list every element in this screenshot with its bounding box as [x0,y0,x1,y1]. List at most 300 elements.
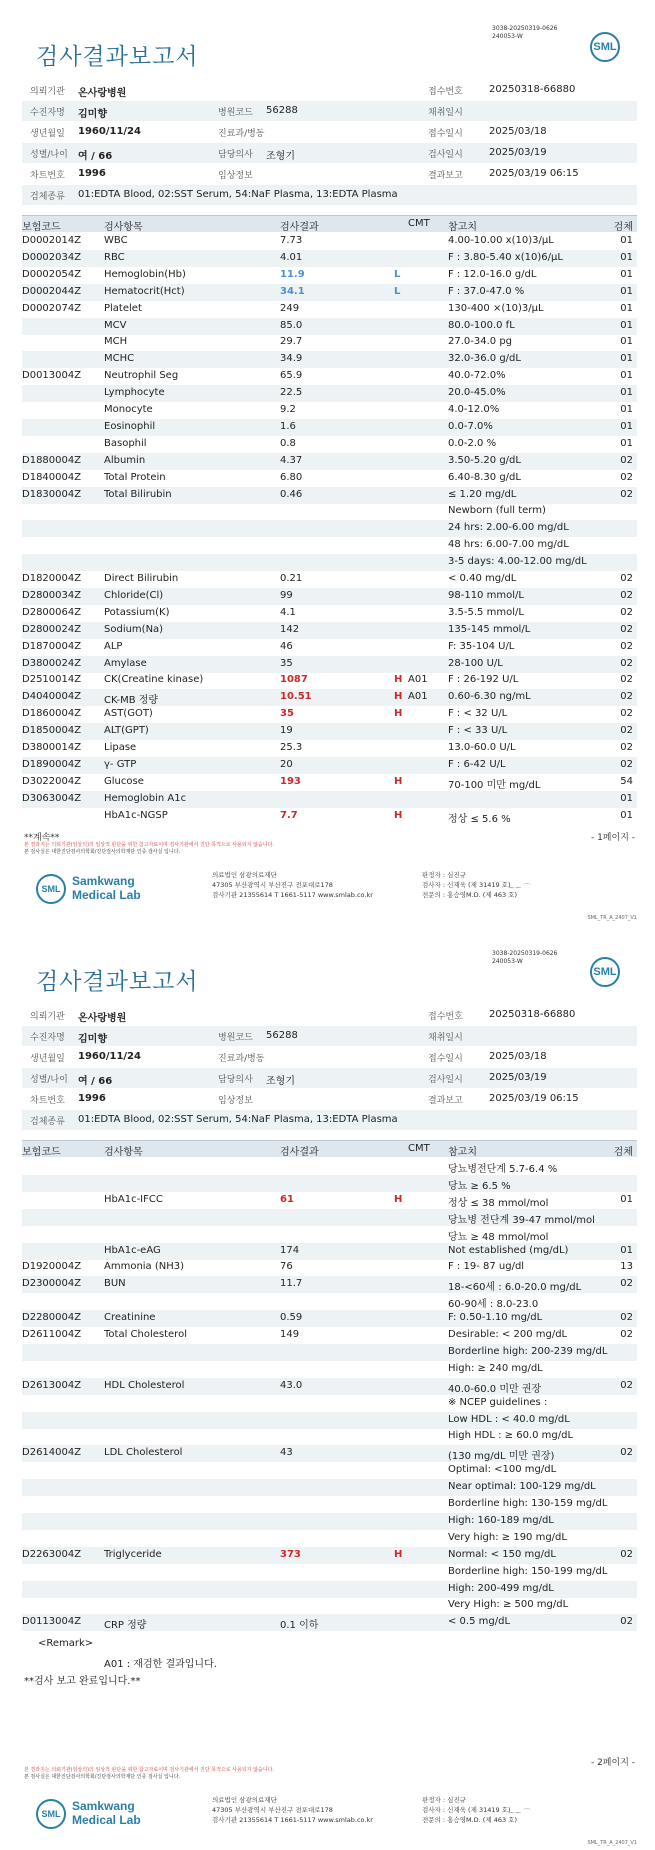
table-row [22,639,637,656]
row-test-name: Total Bilirubin [104,488,172,500]
table-row [22,368,637,385]
test-date-value: 2025/03/19 [489,1072,547,1083]
samkwang-logo-icon: SML [36,1799,66,1829]
header-row-institution [22,80,637,100]
hospital-code-label: 병원코드 [218,1033,253,1043]
row-specimen: 02 [620,640,633,652]
row-specimen: 02 [620,573,633,584]
row-reference: 당뇨 ≥ 48 mmol/mol [448,1231,549,1243]
row-code: D3800024Z [22,657,82,669]
report-footer [22,1793,637,1843]
table-row [22,1175,637,1192]
dob-value: 1960/11/24 [78,126,141,137]
signatories [422,1795,517,1825]
row-code: D0002034Z [22,251,82,263]
table-row [22,1158,637,1175]
row-test-name: Potassium(K) [104,606,170,618]
row-reference: Borderline high: 130-159 mg/dL [448,1498,608,1509]
results-table-header [22,1140,637,1157]
table-row [22,1597,637,1614]
form-version: SML_TR_A_2407_V1 [587,1840,637,1846]
row-specimen: 02 [620,471,633,483]
row-test-name: Eosinophil [104,420,156,432]
collect-label: 채취일시 [428,1033,463,1043]
note-line1: 본 결과지는 의뢰기관(임상의)의 임상적 판단을 위한 참고자료이며 검사기관에서 진단 목적으로 사용되지 않습니다. [24,1767,274,1773]
table-row [22,791,637,808]
row-test-name: Lipase [104,742,137,753]
row-code: D1920004Z [22,1261,82,1273]
row-result: 4.1 [280,606,296,618]
table-row [22,1395,637,1412]
table-row [22,402,637,419]
row-result: 0.1 이하 [280,1620,319,1632]
note-line1: 본 결과지는 의뢰기관(임상의)의 임상적 판단을 위한 참고자료이며 검사기관에서 진단 목적으로 사용되지 않습니다. [24,842,274,848]
document-id [492,25,557,41]
row-specimen: 01 [620,404,633,415]
table-row [22,605,637,622]
sex-age-value: 여 / 66 [78,1076,113,1087]
row-specimen: 01 [620,285,633,297]
row-code: D0002014Z [22,235,82,246]
row-result: 142 [280,623,300,635]
row-reference: Newborn (full term) [448,505,546,517]
document-id-line2: 240053-W [492,958,523,965]
row-code: D1830004Z [22,488,82,500]
col-cmt: CMT [408,218,430,229]
row-specimen: 02 [620,1312,633,1324]
row-code: D1860004Z [22,708,82,720]
table-row [22,1445,637,1462]
row-reference: Borderline high: 200-239 mg/dL [448,1345,608,1357]
sex-age-label: 성별/나이 [30,150,68,160]
note-line2: 본 검사실은 대한진단검사의학회/진단검사의학재단 인증 검사실 입니다. [24,1774,181,1780]
table-row [22,588,637,605]
row-result: 0.59 [280,1312,303,1324]
sml-logo-icon: SML [590,957,620,987]
dob-value: 1960/11/24 [78,1051,141,1062]
row-test-name: CK(Creatine kinase) [104,674,204,686]
row-reference: ≤ 1.20 mg/dL [448,488,517,500]
signatory-checker: 검사자 : 신재욱 (제 31419 호) [422,1806,511,1814]
patient-value: 김미향 [78,1034,107,1045]
row-reference: ※ NCEP guidelines : [448,1396,548,1408]
row-result: 43 [280,1447,293,1459]
signatory-manager: 판정자 : 심진규 [422,871,466,879]
table-row [22,723,637,740]
header-row-institution [22,1005,637,1025]
test-date-label: 검사일시 [428,1075,463,1085]
remark-title: <Remark> [38,1638,94,1649]
row-reference: F : 19- 87 ug/dl [448,1261,525,1273]
row-reference: Very high: ≥ 190 mg/dL [448,1531,567,1543]
chart-label: 차트번호 [30,1096,65,1106]
table-row [22,284,637,301]
table-row [22,520,637,537]
row-reference: Very High: ≥ 500 mg/dL [448,1599,569,1611]
row-comment: A01 [408,691,428,703]
row-test-name: Direct Bilirubin [104,573,179,584]
row-reference: High: 200-499 mg/dL [448,1582,554,1594]
row-specimen: 01 [620,809,633,821]
row-flag: L [394,285,401,297]
header-row-dob [22,1047,637,1067]
row-specimen: 01 [620,319,633,331]
row-reference: (130 mg/dL 미만 권장) [448,1451,555,1463]
row-result: 249 [280,302,300,314]
header-row-sex-age [22,143,637,163]
brand-line1: Samkwang [72,874,135,888]
table-row [22,233,637,250]
row-result: 193 [280,775,301,787]
row-result: 11.7 [280,1278,303,1290]
row-code: D2263004Z [22,1548,82,1560]
report-notes [24,842,274,856]
specimen-label: 검체종류 [30,1117,65,1127]
table-row [22,436,637,453]
table-row [22,1276,637,1293]
signature-mark: ~∽⌒ [508,1808,530,1817]
row-result: 4.01 [280,251,303,263]
lab-info [212,870,373,900]
table-row [22,808,637,825]
table-row [22,1293,637,1310]
row-reference: F : 6-42 U/L [448,758,506,770]
table-row [22,757,637,774]
document-id [492,950,557,966]
table-row [22,385,637,402]
row-code: D2614004Z [22,1447,82,1459]
row-reference: 6.40-8.30 g/dL [448,471,521,483]
row-specimen: 02 [620,674,633,686]
doctor-value: 조형기 [266,1076,295,1087]
table-row [22,689,637,706]
row-test-name: Total Cholesterol [104,1329,187,1340]
row-test-name: Neutrophil Seg [104,370,179,382]
row-test-name: HbA1c-NGSP [104,809,168,821]
row-flag: H [394,1193,403,1205]
signatory-checker: 검사자 : 신재욱 (제 31419 호) [422,881,511,889]
report-footer [22,868,637,918]
lab-contact: 검사기관 21355614 T 1661-5117 www.smlab.co.kr [212,891,373,899]
doctor-label: 담당의사 [218,1075,253,1085]
dept-label: 진료과/병동 [218,129,265,139]
row-specimen: 02 [620,742,633,753]
row-reference: Not established (mg/dL) [448,1244,569,1256]
dob-label: 생년월일 [30,1054,65,1064]
table-row [22,1344,637,1361]
form-version: SML_TR_A_2407_V1 [587,915,637,921]
row-specimen: 01 [620,420,633,432]
col-code: 보험코드 [22,1147,61,1158]
row-reference: 3-5 days: 4.00-12.00 mg/dL [448,556,587,568]
row-specimen: 01 [620,353,633,365]
sml-logo-icon: SML [590,32,620,62]
row-test-name: AST(GOT) [104,708,153,720]
row-code: D1820004Z [22,573,82,584]
row-reference: 70-100 미만 mg/dL [448,779,541,791]
row-reference: 정상 ≤ 38 mmol/mol [448,1197,549,1209]
table-row [22,1243,637,1260]
row-test-name: MCH [104,336,128,348]
table-row [22,554,637,571]
row-result: 29.7 [280,336,303,348]
receipt-no-value: 20250318-66880 [489,84,576,95]
report-notes [24,1767,274,1781]
row-specimen: 02 [620,1379,633,1391]
row-code: D2510014Z [22,674,82,686]
row-reference: 80.0-100.0 fL [448,319,515,331]
row-test-name: Monocyte [104,404,153,415]
doctor-label: 담당의사 [218,150,253,160]
row-result: 1.6 [280,420,296,432]
table-row [22,1479,637,1496]
row-specimen: 13 [620,1261,633,1273]
row-flag: H [394,809,403,821]
table-row [22,1327,637,1344]
row-reference: F : < 33 U/L [448,725,508,737]
table-row [22,470,637,487]
row-result: 22.5 [280,387,303,399]
row-specimen: 02 [620,1329,633,1340]
row-specimen: 01 [620,792,633,804]
row-reference: 60-90세 : 8.0-23.0 [448,1299,539,1311]
col-name: 검사항목 [104,222,143,233]
row-specimen: 02 [620,589,633,601]
institution-value: 온사랑병원 [78,88,127,99]
row-code: D0113004Z [22,1616,82,1628]
report-date-label: 결과보고 [428,1096,463,1106]
lab-address: 47305 부산광역시 부산진구 전포대로178 [212,1806,333,1814]
test-date-value: 2025/03/19 [489,147,547,158]
sex-age-label: 성별/나이 [30,1075,68,1085]
row-test-name: HbA1c-IFCC [104,1193,163,1205]
table-row [22,1259,637,1276]
table-row [22,656,637,673]
row-result: 0.46 [280,488,303,500]
hospital-code-value: 56288 [266,105,298,116]
row-code: D3800014Z [22,742,82,753]
report-page-2 [0,925,655,1850]
table-row [22,1412,637,1429]
row-code: D1850004Z [22,725,82,737]
row-result: 10.51 [280,691,312,703]
signatory-manager: 판정자 : 심진규 [422,1796,466,1804]
row-specimen: 02 [620,1616,633,1628]
row-test-name: Hematocrit(Hct) [104,285,185,297]
lab-info [212,1795,373,1825]
table-row [22,453,637,470]
test-date-label: 검사일시 [428,150,463,160]
row-reference: 27.0-34.0 pg [448,336,513,348]
row-result: 0.21 [280,573,303,584]
continue-marker: **계속** [24,833,60,843]
row-result: 373 [280,1548,301,1560]
table-row [22,1192,637,1209]
row-reference: 4.00-10.00 x(10)3/μL [448,235,554,246]
brand-line2: Medical Lab [72,888,141,902]
chart-value: 1996 [78,1093,106,1104]
row-result: 4.37 [280,454,303,466]
row-specimen: 02 [620,488,633,500]
table-row [22,672,637,689]
col-result: 검사결과 [280,1147,319,1158]
row-reference: 20.0-45.0% [448,387,506,399]
row-code: D2800064Z [22,606,82,618]
row-specimen: 01 [620,370,633,382]
header-row-patient [22,101,637,121]
receipt-date-label: 접수일시 [428,129,463,139]
row-reference: 0.0-2.0 % [448,437,497,449]
row-reference: Normal: < 150 mg/dL [448,1548,556,1560]
row-result: 19 [280,725,293,737]
row-specimen: 01 [620,268,633,280]
col-result: 검사결과 [280,222,319,233]
row-specimen: 02 [620,725,633,737]
table-row [22,774,637,791]
col-name: 검사항목 [104,1147,143,1158]
patient-label: 수진자명 [30,1033,65,1043]
row-specimen: 01 [620,302,633,314]
row-reference: 0.60-6.30 ng/mL [448,691,531,703]
report-date-value: 2025/03/19 06:15 [489,1093,579,1104]
table-row [22,537,637,554]
row-code: D2800024Z [22,623,82,635]
table-row [22,487,637,504]
signature-mark: ~∽⌒ [508,883,530,892]
row-test-name: Chloride(Cl) [104,589,164,601]
row-code: D2613004Z [22,1379,82,1391]
header-row-chart [22,164,637,184]
row-code: D4040004Z [22,691,82,703]
row-reference: 0.0-7.0% [448,420,493,432]
row-test-name: CRP 정량 [104,1620,147,1632]
row-specimen: 01 [620,1244,633,1256]
row-test-name: MCV [104,319,127,331]
clinical-label: 임상정보 [218,171,253,181]
row-code: D0013004Z [22,370,82,382]
receipt-no-label: 접수번호 [428,87,463,97]
row-specimen: 02 [620,657,633,669]
row-reference: F : 12.0-16.0 g/dL [448,268,537,280]
table-row [22,1310,637,1327]
row-specimen: 01 [620,235,633,246]
row-reference: < 0.40 mg/dL [448,573,517,584]
row-test-name: CK-MB 정량 [104,695,159,707]
row-result: 7.7 [280,809,298,821]
row-reference: F: 0.50-1.10 mg/dL [448,1312,543,1324]
institution-label: 의뢰기관 [30,1012,65,1022]
table-row [22,1581,637,1598]
row-reference: 4.0-12.0% [448,404,500,415]
row-result: 6.80 [280,471,303,483]
brand-name [72,874,141,902]
row-result: 174 [280,1244,300,1256]
row-reference: 당뇨 ≥ 6.5 % [448,1180,511,1192]
document-id-line1: 3038-20250319-0626 [492,25,558,32]
row-result: 43.0 [280,1379,303,1391]
row-test-name: Total Protein [104,471,166,483]
table-row [22,1226,637,1243]
receipt-no-value: 20250318-66880 [489,1009,576,1020]
row-reference: 98-110 mmol/L [448,589,524,601]
header-row-chart [22,1089,637,1109]
table-row [22,334,637,351]
row-result: 20 [280,758,293,770]
row-test-name: Triglyceride [104,1548,162,1560]
doctor-value: 조형기 [266,151,295,162]
row-code: D2280004Z [22,1312,82,1324]
row-specimen: 01 [620,437,633,449]
row-test-name: Albumin [104,454,146,466]
lab-org: 의료법인 삼광의료재단 [212,1796,277,1804]
table-row [22,622,637,639]
table-row [22,571,637,588]
row-result: 25.3 [280,742,303,753]
row-reference: F : < 32 U/L [448,708,508,720]
chart-label: 차트번호 [30,171,65,181]
header-row-specimen [22,185,637,205]
row-specimen: 02 [620,623,633,635]
table-row [22,706,637,723]
collect-label: 채취일시 [428,108,463,118]
row-test-name: Platelet [104,302,142,314]
row-code: D1870004Z [22,640,82,652]
row-specimen: 54 [620,775,633,787]
row-specimen: 02 [620,708,633,720]
row-specimen: 01 [620,1193,633,1205]
receipt-no-label: 접수번호 [428,1012,463,1022]
clinical-label: 임상정보 [218,1096,253,1106]
table-row [22,1378,637,1395]
row-result: 65.9 [280,370,303,382]
table-row [22,351,637,368]
row-code: D0002044Z [22,285,82,297]
row-result: 34.9 [280,353,303,365]
brand-name [72,1799,141,1827]
lab-address: 47305 부산광역시 부산진구 전포대로178 [212,881,333,889]
row-specimen: 02 [620,691,633,703]
row-test-name: Creatinine [104,1312,156,1324]
row-flag: L [394,268,401,280]
row-result: 46 [280,640,293,652]
row-code: D0002054Z [22,268,82,280]
row-result: 99 [280,589,293,601]
row-result: 0.8 [280,437,296,449]
row-reference: High HDL : ≥ 60.0 mg/dL [448,1430,574,1442]
table-row [22,503,637,520]
table-row [22,740,637,757]
dob-label: 생년월일 [30,129,65,139]
row-result: 7.73 [280,235,303,246]
row-result: 35 [280,657,293,669]
row-reference: F : 3.80-5.40 x(10)6/μL [448,251,563,263]
row-reference: F: 35-104 U/L [448,640,515,652]
row-test-name: RBC [104,251,125,263]
row-test-name: WBC [104,235,128,246]
table-row [22,1361,637,1378]
table-row [22,419,637,436]
document-id-line2: 240053-W [492,33,523,40]
row-reference: Desirable: < 200 mg/dL [448,1329,568,1340]
row-test-name: LDL Cholesterol [104,1447,183,1459]
signatory-director: 전문의 : 홍승영M.D. (제 463 호) [422,1816,517,1824]
row-result: 61 [280,1193,294,1205]
row-reference: 40.0-72.0% [448,370,506,382]
page-number: - 2페이지 - [590,1758,635,1768]
receipt-date-label: 접수일시 [428,1054,463,1064]
row-specimen: 02 [620,454,633,466]
hospital-code-value: 56288 [266,1030,298,1041]
